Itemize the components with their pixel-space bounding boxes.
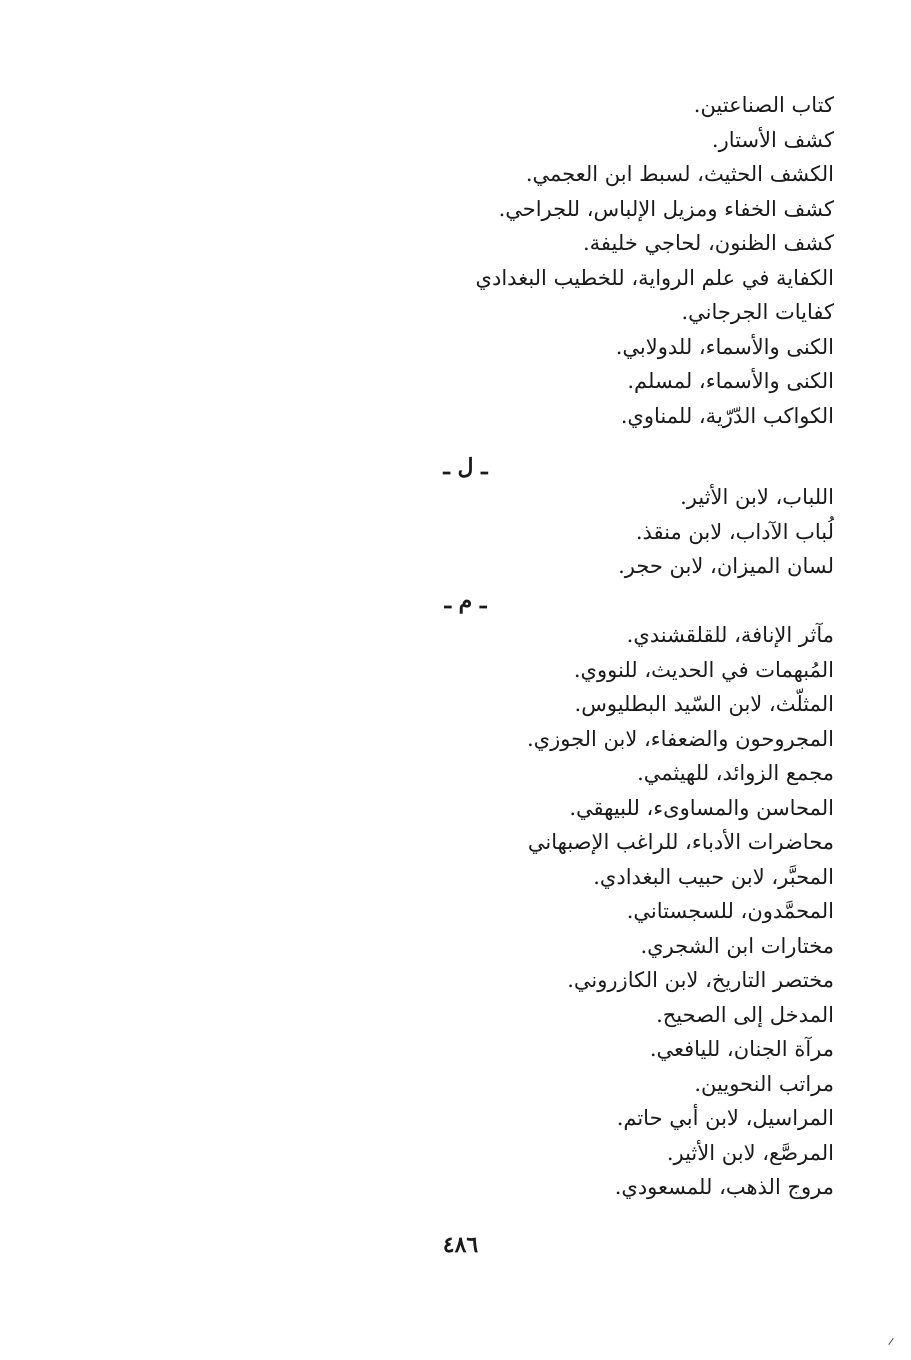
- section-l-list: [414, 480, 834, 584]
- list-item: المحبَّر، لابن حبيب البغدادي.: [593, 864, 834, 889]
- section-heading-mim-text: ـ م ـ: [444, 588, 487, 614]
- scan-mark: [888, 1338, 893, 1345]
- list-item: مآثر الإنافة، للقلقشندي.: [626, 623, 834, 647]
- list-item: محاضرات الأدباء، للراغب الإصبهاني: [527, 830, 834, 854]
- list-item: مروج الذهب، للمسعودي.: [614, 1175, 834, 1199]
- list-item: كفايات الجرجاني.: [681, 300, 834, 324]
- list-item: كشف الخفاء ومزيل الإلباس، للجراحي.: [498, 196, 834, 221]
- list-item: مختارات ابن الشجري.: [640, 933, 834, 958]
- list-item: كشف الظنون، لحاجي خليفة.: [582, 231, 834, 255]
- list-item: المدخل إلى الصحيح.: [656, 1002, 834, 1027]
- list-item: المجروحون والضعفاء، لابن الجوزي.: [526, 726, 834, 751]
- list-item: مرآة الجنان، لليافعي.: [649, 1037, 834, 1061]
- list-item: كشف الأستار.: [711, 127, 834, 152]
- list-item: الكنى والأسماء، لمسلم.: [627, 369, 834, 393]
- list-item: الكشف الحثيث، لسبط ابن العجمي.: [525, 162, 834, 186]
- page-number: [0, 1232, 911, 1258]
- list-item: المحاسن والمساوىء، للبيهقي.: [569, 795, 834, 820]
- list-item: كتاب الصناعتين.: [693, 93, 834, 117]
- list-item: المراسيل، لابن أبي حاتم.: [616, 1106, 834, 1130]
- section-heading-lam-text: ـ ل ـ: [443, 454, 488, 480]
- list-item: الكنى والأسماء، للدولابي.: [615, 334, 834, 359]
- section-heading-lam: [0, 452, 911, 482]
- page-number-text: ٤٨٦: [442, 1232, 479, 1258]
- list-item: مختصر التاريخ، لابن الكازروني.: [567, 968, 834, 992]
- list-item: المُبهمات في الحديث، للنووي.: [573, 657, 834, 682]
- list-item: لُباب الآداب، لابن منقذ.: [635, 519, 834, 544]
- list-item: المثلّث، لابن السّيد البطليوس.: [574, 692, 834, 716]
- list-item: مراتب النحويين.: [694, 1071, 834, 1096]
- list-item: المحمَّدون، للسجستاني.: [626, 899, 834, 923]
- list-item: مجمع الزوائد، للهيثمي.: [637, 761, 834, 785]
- section-heading-mim: [0, 586, 911, 616]
- list-item: اللباب، لابن الأثير.: [680, 485, 834, 509]
- list-item: الكفاية في علم الرواية، للخطيب البغدادي: [475, 265, 834, 290]
- section-m-list: [414, 618, 834, 1205]
- section-k-list: [414, 88, 834, 433]
- list-item: الكواكب الدّرّية، للمناوي.: [620, 403, 834, 428]
- list-item: المرصَّع، لابن الأثير.: [666, 1140, 834, 1165]
- list-item: لسان الميزان، لابن حجر.: [618, 554, 834, 578]
